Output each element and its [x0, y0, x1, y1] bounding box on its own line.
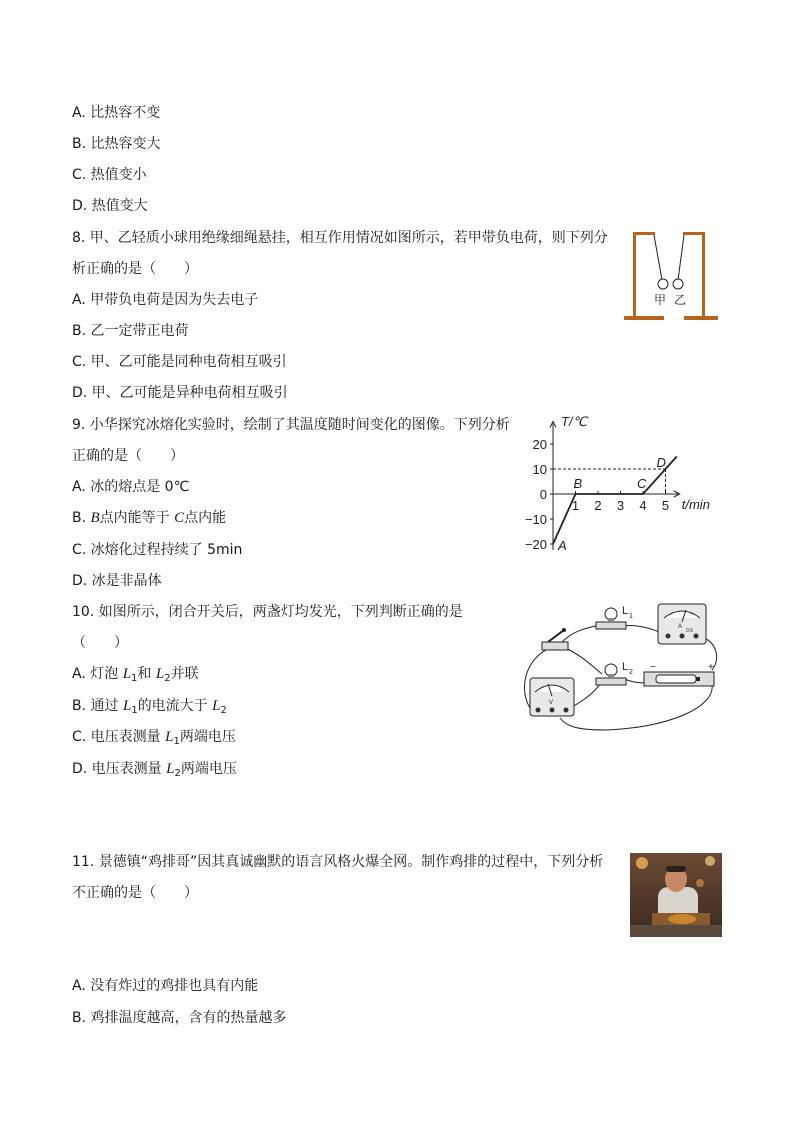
x-tick-label: 1: [571, 498, 580, 513]
thread-left: [654, 235, 662, 280]
q11-option-b: B. 鸡排温度越高，含有的热量越多: [72, 1010, 287, 1026]
q10-option-a: A. 灯泡 $L_1$和 $L_2$并联: [72, 666, 199, 684]
x-tick-label: 2: [594, 498, 602, 513]
q9-option-d: D. 冰是非晶体: [72, 573, 162, 589]
q7-option-b: B. 比热容变大: [72, 136, 161, 152]
point-label-c: C: [637, 476, 647, 491]
point-label-b: B: [573, 476, 583, 491]
y-tick-label: 10: [532, 462, 547, 477]
thread-right: [678, 235, 684, 280]
x-axis-label: t/min: [681, 497, 710, 512]
lamp-l2-sub: 2: [629, 669, 633, 676]
lamp-l1-sub: 1: [629, 613, 633, 620]
lamp-l1-label: L: [622, 605, 629, 617]
x-tick-label: 5: [661, 498, 670, 513]
switch: [542, 628, 568, 650]
battery: [644, 672, 714, 686]
lamp-l2-label: L: [622, 661, 629, 673]
y-tick-label: −20: [524, 537, 547, 552]
y-tick-label: 0: [539, 487, 547, 502]
x-tick-label: 4: [639, 498, 647, 513]
q9-option-a: A. 冰的熔点是 0℃: [72, 479, 190, 495]
q10-option-c: C. 电压表测量 $L_1$两端电压: [72, 729, 236, 747]
q9-option-c: C. 冰熔化过程持续了 5min: [72, 542, 243, 558]
q10-stem-line1: 10. 如图所示，闭合开关后，两盏灯均发光，下列判断正确的是: [72, 604, 463, 620]
q8-option-b: B. 乙一定带正电荷: [72, 323, 189, 339]
q9-stem-line1: 9. 小华探究冰熔化实验时，绘制了其温度随时间变化的图像。下列分析: [72, 417, 510, 433]
y-axis-label: T/℃: [561, 414, 588, 429]
ammeter-scale: 0.6: [686, 628, 693, 634]
q10-option-d: D. 电压表测量 $L_2$两端电压: [72, 761, 237, 779]
q10-option-b: B. 通过 $L_1$的电流大于 $L_2$: [72, 698, 227, 716]
battery-minus: −: [650, 662, 656, 673]
ball-jia: [658, 279, 668, 289]
charged-balls-figure: [620, 228, 724, 324]
stand-right: [683, 232, 718, 320]
y-tick-label: −10: [524, 512, 547, 527]
voltmeter: [530, 678, 574, 716]
circuit-figure: [516, 598, 726, 734]
q11-stem-line2: 不正确的是（ ）: [72, 885, 198, 901]
battery-plus: +: [708, 662, 714, 673]
q7-option-c: C. 热值变小: [72, 167, 147, 183]
chicken-chop-vendor-photo: [630, 853, 722, 937]
q7-option-d: D. 热值变大: [72, 198, 148, 214]
q11-option-a: A. 没有炸过的鸡排也具有内能: [72, 978, 259, 994]
q9-option-b: B. B点内能等于 C点内能: [72, 510, 227, 526]
q8-option-a: A. 甲带负电荷是因为失去电子: [72, 292, 259, 308]
label-yi: 乙: [674, 293, 687, 307]
label-jia: 甲: [654, 293, 667, 307]
y-tick-label: 20: [532, 437, 547, 452]
q7-option-a: A. 比热容不变: [72, 105, 161, 121]
q10-stem-line2: （ ）: [72, 635, 128, 651]
q8-stem-line2: 析正确的是（ ）: [72, 261, 198, 277]
q8-stem-line1: 8. 甲、乙轻质小球用绝缘细绳悬挂，相互作用情况如图所示，若甲带负电荷，则下列分: [72, 230, 608, 246]
melting-chart: [508, 410, 722, 560]
point-label-d: D: [656, 455, 666, 470]
voltmeter-label: V: [549, 700, 554, 706]
ball-yi: [673, 279, 683, 289]
x-tick-label: 3: [616, 498, 625, 513]
q9-stem-line2: 正确的是（ ）: [72, 448, 184, 464]
q8-option-c: C. 甲、乙可能是同种电荷相互吸引: [72, 354, 287, 370]
q8-option-d: D. 甲、乙可能是异种电荷相互吸引: [72, 385, 288, 401]
q11-stem-line1: 11. 景德镇“鸡排哥”因其真诚幽默的语言风格火爆全网。制作鸡排的过程中，下列分析: [72, 854, 604, 870]
point-label-a: A: [558, 538, 567, 553]
ammeter-label: A: [678, 624, 683, 630]
